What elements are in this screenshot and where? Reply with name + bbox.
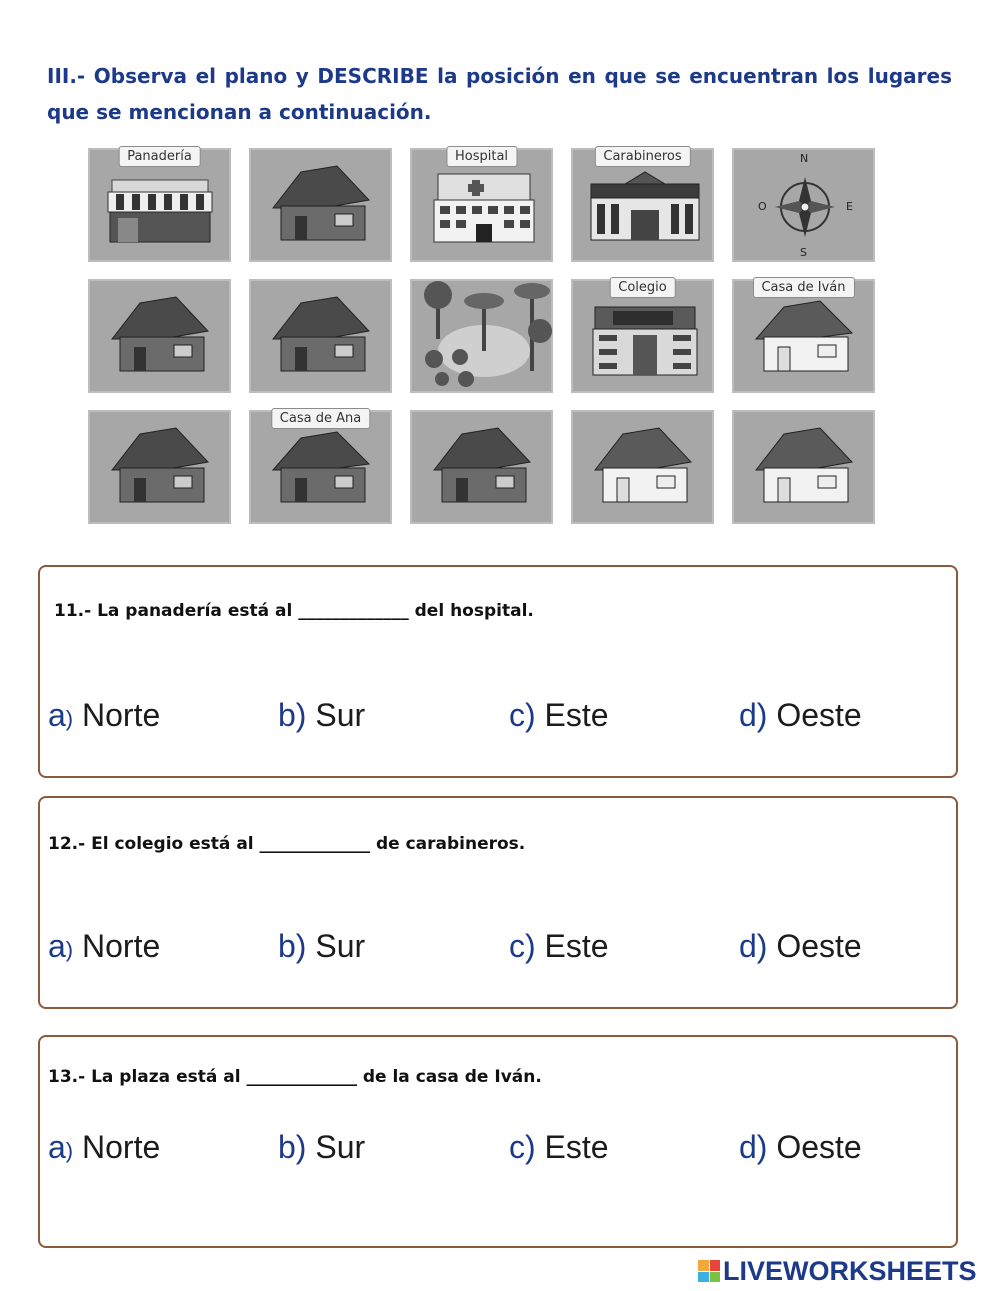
map-tile-ivan-house — [732, 279, 875, 393]
option-a[interactable]: a) Norte — [48, 697, 161, 733]
map-label-ivan-house: Casa de Iván — [752, 277, 854, 298]
option-c[interactable]: c) Este — [509, 928, 609, 964]
map-label-police: Carabineros — [594, 146, 690, 167]
option-a[interactable]: a) Norte — [48, 1129, 161, 1165]
option-b[interactable]: b) Sur — [278, 1129, 366, 1165]
question-card-11 — [38, 565, 958, 778]
question-card-13 — [38, 1035, 958, 1248]
compass-o: O — [758, 200, 767, 213]
map-tile-school — [571, 279, 714, 393]
map-label-hospital: Hospital — [446, 146, 517, 167]
instructions: III.- Observa el plano y DESCRIBE la posición en que se encuentran los lugares que se mencionan a continuación. — [47, 64, 952, 124]
map-label-bakery: Panadería — [118, 146, 201, 167]
liveworksheets-logo-icon — [698, 1260, 720, 1282]
compass-e: E — [846, 200, 853, 213]
map-tile-house — [410, 410, 553, 524]
option-a[interactable]: a) Norte — [48, 928, 161, 964]
option-d[interactable]: d) Oeste — [739, 928, 862, 964]
compass-s: S — [800, 246, 807, 259]
brand-text: LIVEWORKSHEETS — [723, 1255, 977, 1286]
map-tile-house — [249, 279, 392, 393]
option-d[interactable]: d) Oeste — [739, 1129, 862, 1165]
map-tile-house — [88, 410, 231, 524]
question-text: 12.- El colegio está al _____________ de carabineros. — [48, 834, 526, 854]
map-tile-house — [88, 279, 231, 393]
question-text: 11.- La panadería está al _____________ del hospital. — [54, 601, 534, 621]
town-map — [88, 148, 878, 528]
option-b[interactable]: b) Sur — [278, 928, 366, 964]
map-label-school: Colegio — [609, 277, 675, 298]
option-d[interactable]: d) Oeste — [739, 697, 862, 733]
map-tile-plaza — [410, 279, 553, 393]
option-b[interactable]: b) Sur — [278, 697, 366, 733]
map-tile-bakery — [88, 148, 231, 262]
question-card-12 — [38, 796, 958, 1009]
option-c[interactable]: c) Este — [509, 697, 609, 733]
map-tile-police — [571, 148, 714, 262]
liveworksheets-brand[interactable] — [698, 1256, 977, 1286]
map-tile-house — [249, 148, 392, 262]
compass-n: N — [800, 152, 809, 165]
question-text: 13.- La plaza está al _____________ de la casa de Iván. — [48, 1067, 542, 1087]
map-tile-house — [571, 410, 714, 524]
map-tile-ana-house — [249, 410, 392, 524]
map-tile-hospital — [410, 148, 553, 262]
option-c[interactable]: c) Este — [509, 1129, 609, 1165]
map-tile-compass — [732, 148, 875, 262]
map-label-ana-house: Casa de Ana — [271, 408, 370, 429]
map-tile-house — [732, 410, 875, 524]
